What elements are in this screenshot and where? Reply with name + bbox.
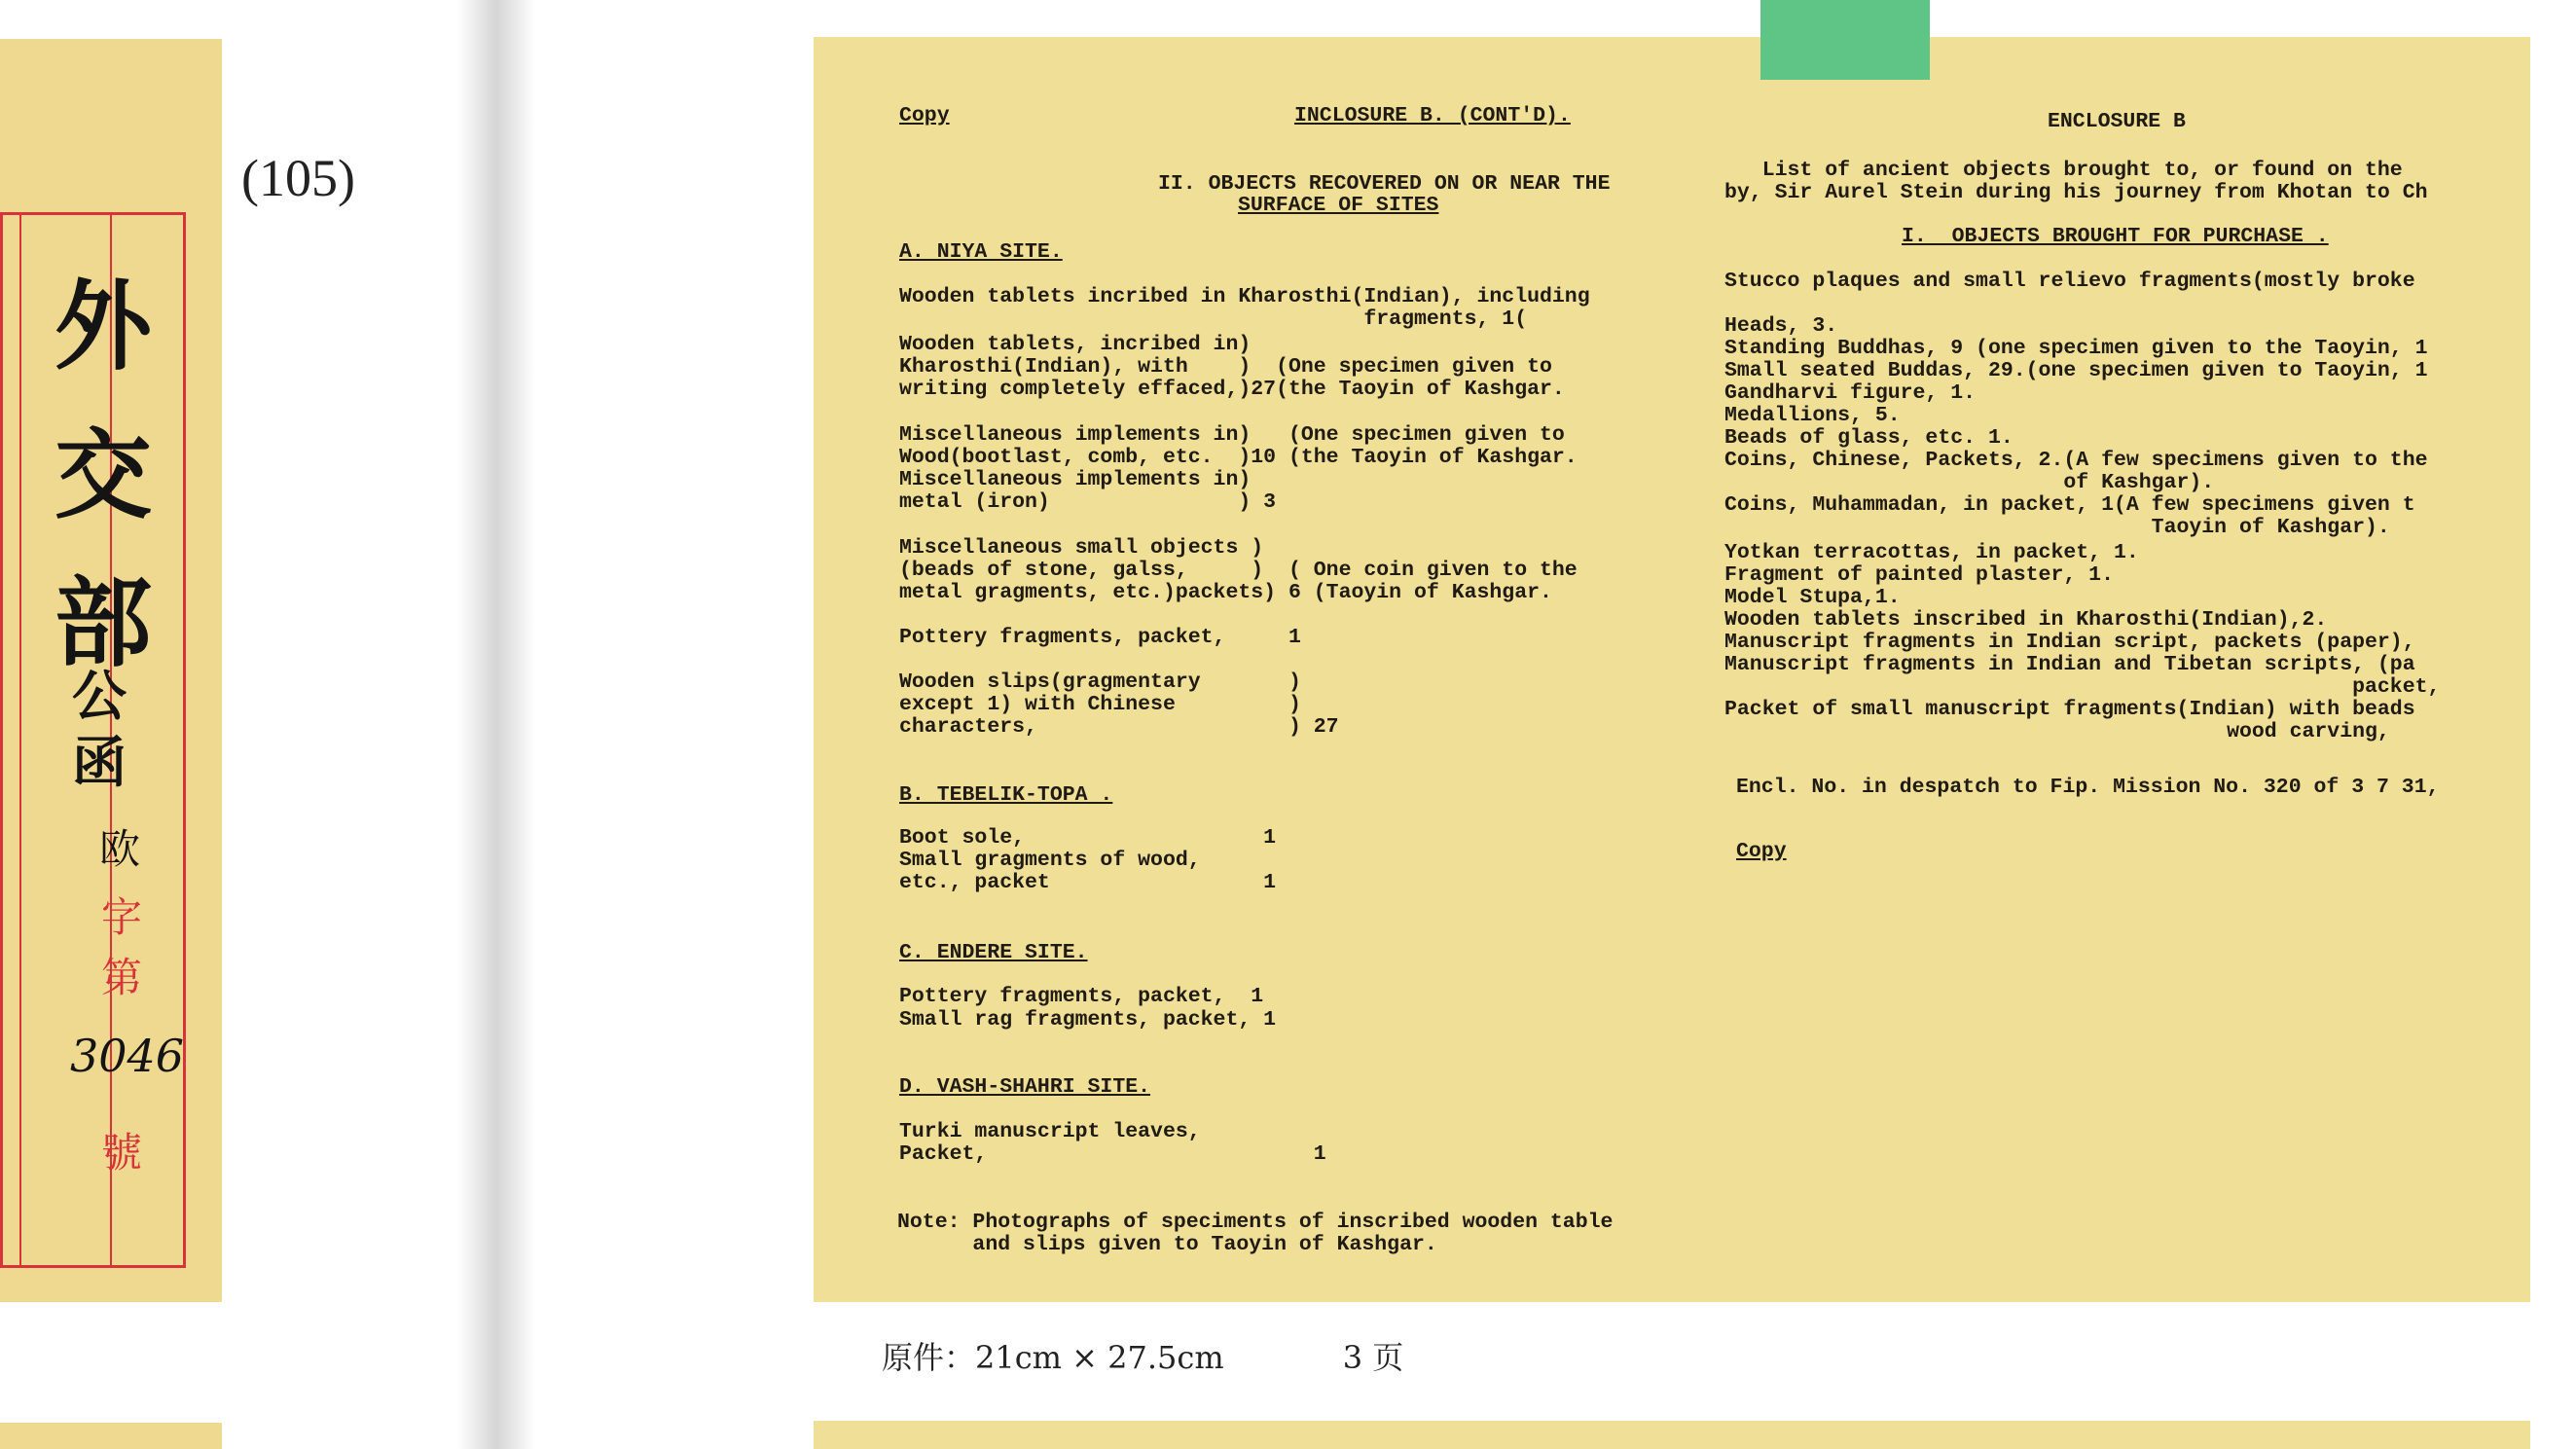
- copy-label: Copy: [899, 104, 950, 127]
- caption-gap: [1224, 1339, 1343, 1376]
- section-title-line2: SURFACE OF SITES: [1238, 194, 1439, 217]
- purchase-line: Stucco plaques and small relievo fragments(mostly broke: [1724, 270, 2415, 293]
- red-frame-mid-left: [19, 212, 21, 1267]
- purchase-line: Gandharvi figure, 1.: [1724, 381, 1977, 405]
- purchase-section-title: I. OBJECTS BROUGHT FOR PURCHASE .: [1902, 225, 2329, 248]
- purchase-line: Medallions, 5.: [1724, 404, 1901, 427]
- site-a-line: writing completely effaced,)27(the Taoyin of Kashgar.: [899, 378, 1565, 401]
- purchase-line: Packet of small manuscript fragments(Indian) with beads: [1724, 698, 2415, 721]
- inclosure-heading: INCLOSURE B. (CONT'D).: [1294, 104, 1571, 127]
- page-count: 3 页: [1342, 1339, 1404, 1376]
- site-d-heading: D. VASH-SHAHRI SITE.: [899, 1075, 1151, 1099]
- site-d-line: Packet, 1: [899, 1142, 1326, 1166]
- site-b-line: Boot sole, 1: [899, 826, 1277, 850]
- site-a-line: fragments, 1(: [899, 308, 1528, 331]
- site-a-line: Wooden tablets, incribed in): [899, 333, 1252, 356]
- red-char-2: 第: [101, 954, 143, 1001]
- site-a-line: Kharosthi(Indian), with ) (One specimen given to: [899, 355, 1552, 379]
- cover-page: [0, 39, 222, 1302]
- cover-char-2: 交: [54, 417, 152, 532]
- purchase-line: Taoyin of Kashgar).: [1724, 516, 2390, 539]
- original-size: 原件：21cm × 27.5cm: [882, 1339, 1224, 1376]
- next-document-edge: [814, 1421, 2530, 1449]
- purchase-line: Fragment of painted plaster, 1.: [1724, 563, 2114, 587]
- site-b-line: Small gragments of wood,: [899, 849, 1201, 872]
- site-a-line: Miscellaneous small objects ): [899, 536, 1264, 560]
- enclosure-reference: Encl. No. in despatch to Fip. Mission No. 320 of 3 7 31,: [1736, 776, 2440, 799]
- purchase-line: Wooden tablets inscribed in Kharosthi(Indian),2.: [1724, 608, 2328, 632]
- page-number: (105): [241, 149, 355, 207]
- handwritten-number: 3046: [70, 1030, 185, 1082]
- green-tab: [1760, 0, 1930, 80]
- red-frame-right: [183, 212, 186, 1267]
- purchase-line: Yotkan terracottas, in packet, 1.: [1724, 541, 2139, 564]
- site-a-line: Miscellaneous implements in) (One specimen given to: [899, 423, 1565, 447]
- site-a-heading: A. NIYA SITE.: [899, 240, 1063, 264]
- next-cover-edge: [0, 1423, 222, 1449]
- site-a-line: (beads of stone, galss, ) ( One coin given to the: [899, 559, 1578, 582]
- red-frame-top: [0, 212, 185, 215]
- cover-char-4: 公: [72, 665, 127, 729]
- purchase-line: wood carving,: [1724, 720, 2390, 743]
- site-d-line: Turki manuscript leaves,: [899, 1120, 1201, 1143]
- cover-char-1: 外: [54, 269, 152, 383]
- cover-char-5: 函: [72, 731, 127, 795]
- site-a-line: Wood(bootlast, comb, etc. )10 (the Taoyin of Kashgar.: [899, 446, 1578, 469]
- note-line: Note: Photographs of speciments of inscribed wooden table: [897, 1211, 1614, 1234]
- copy-label-col2: Copy: [1736, 840, 1787, 863]
- purchase-line: Heads, 3.: [1724, 314, 1838, 338]
- cover-char-3: 部: [54, 565, 152, 680]
- purchase-line: Beads of glass, etc. 1.: [1724, 426, 2014, 450]
- site-c-line: Small rag fragments, packet, 1: [899, 1008, 1277, 1032]
- red-char-1: 字: [101, 893, 143, 941]
- purchase-line: Coins, Muhammadan, in packet, 1(A few specimens given t: [1724, 493, 2415, 517]
- red-frame-left: [0, 212, 3, 1267]
- purchase-line: Manuscript fragments in Indian and Tibetan scripts, (pa: [1724, 653, 2415, 676]
- intro-line: by, Sir Aurel Stein during his journey from Khotan to Ch: [1724, 181, 2428, 204]
- purchase-line: packet,: [1724, 675, 2441, 699]
- purchase-line: of Kashgar).: [1724, 471, 2215, 494]
- purchase-line: Model Stupa,1.: [1724, 586, 1901, 609]
- site-a-line: Pottery fragments, packet, 1: [899, 626, 1301, 649]
- site-b-line: etc., packet 1: [899, 871, 1277, 894]
- suffix-char: 號: [101, 1129, 143, 1177]
- site-a-line: characters, ) 27: [899, 715, 1339, 739]
- purchase-line: Coins, Chinese, Packets, 2.(A few specimens given to the: [1724, 449, 2428, 472]
- note-line: and slips given to Taoyin of Kashgar.: [897, 1233, 1437, 1256]
- site-a-line: Wooden tablets incribed in Kharosthi(Indian), including: [899, 285, 1590, 308]
- section-title-line1: II. OBJECTS RECOVERED ON OR NEAR THE: [1158, 172, 1611, 196]
- site-a-line: except 1) with Chinese ): [899, 693, 1301, 716]
- purchase-line: Manuscript fragments in Indian script, packets (paper),: [1724, 631, 2415, 654]
- enclosure-heading: ENCLOSURE B: [2048, 110, 2186, 133]
- red-frame-bottom: [0, 1265, 186, 1268]
- site-a-line: Miscellaneous implements in): [899, 468, 1252, 491]
- site-c-line: Pottery fragments, packet, 1: [899, 985, 1264, 1008]
- site-a-line: metal (iron) ) 3: [899, 490, 1277, 514]
- purchase-line: Small seated Buddas, 29.(one specimen given to Taoyin, 1: [1724, 359, 2428, 382]
- intro-line: List of ancient objects brought to, or found on the: [1724, 159, 2403, 182]
- site-a-line: Wooden slips(gragmentary ): [899, 670, 1301, 694]
- prefix-char: 欧: [99, 825, 141, 873]
- site-a-line: metal gragments, etc.)packets) 6 (Taoyin of Kashgar.: [899, 581, 1552, 604]
- site-b-heading: B. TEBELIK-TOPA .: [899, 783, 1113, 807]
- book-fold: [457, 0, 535, 1449]
- purchase-line: Standing Buddhas, 9 (one specimen given to the Taoyin, 1: [1724, 337, 2428, 360]
- caption: [882, 1333, 1403, 1378]
- typed-document: [814, 37, 2530, 1302]
- site-c-heading: C. ENDERE SITE.: [899, 941, 1088, 964]
